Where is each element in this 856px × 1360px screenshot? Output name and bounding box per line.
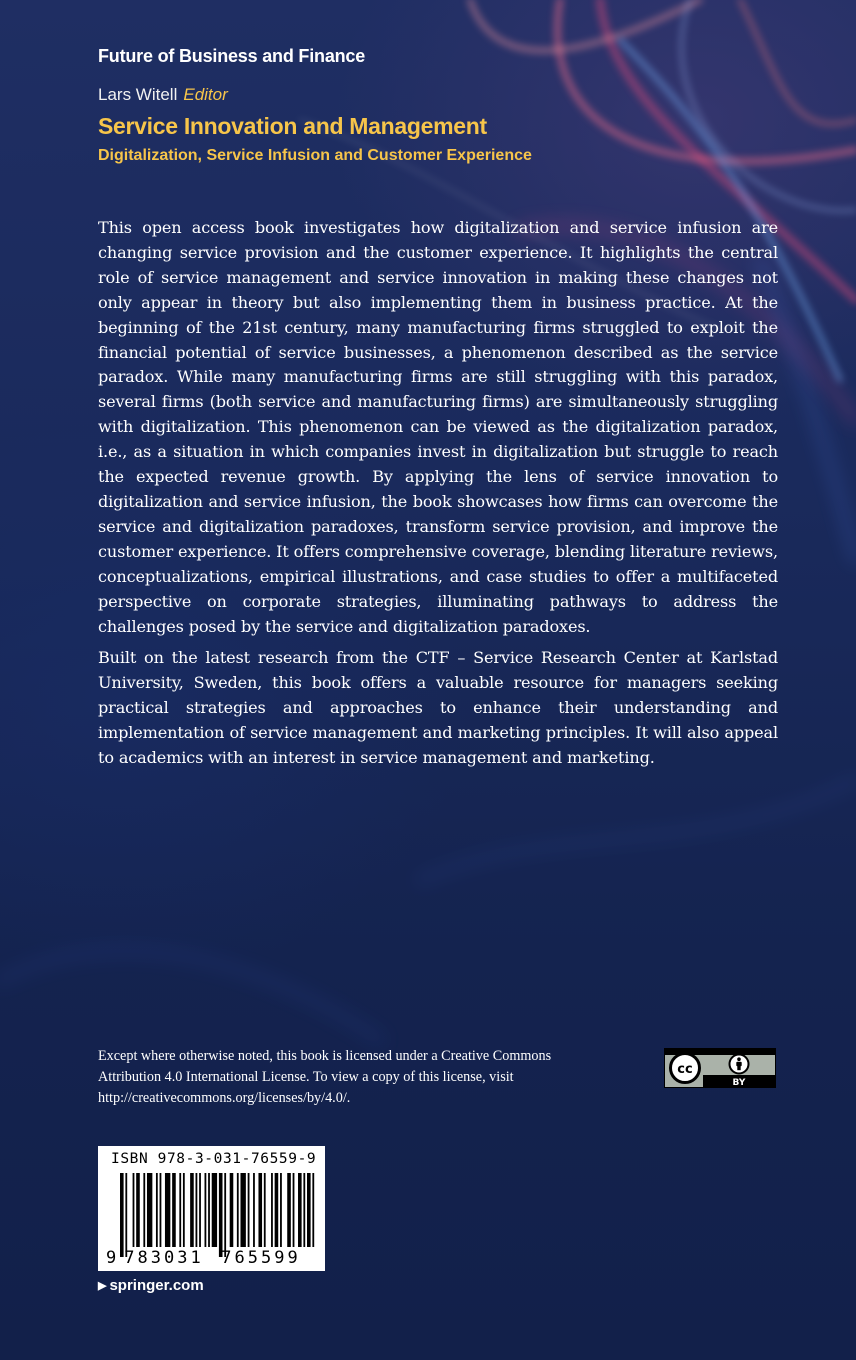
barcode-bar (160, 1173, 162, 1247)
barcode-bar (248, 1173, 250, 1247)
website-text[interactable]: springer.com (109, 1277, 204, 1294)
book-description (98, 216, 778, 778)
barcode-bar (165, 1173, 170, 1247)
barcode-bar (212, 1173, 217, 1247)
barcode-bar (183, 1173, 185, 1247)
license-notice: Except where otherwise noted, this book is licensed under a Creative Commons Attribution 4.0 International License. To view a copy of this license, visit http://creativecommons.org/licenses/by/4.0/. (98, 1048, 552, 1106)
editor-role: Editor (183, 85, 228, 104)
barcode-bar (230, 1173, 234, 1247)
barcode-bar (271, 1173, 273, 1247)
barcode-bar (179, 1173, 181, 1247)
barcode-bar (133, 1173, 135, 1247)
barcode-digits-left: 783031 (124, 1248, 204, 1268)
barcode-digit-first: 9 (106, 1248, 117, 1268)
barcode-bar (205, 1173, 207, 1247)
description-paragraph: This open access book investigates how digitalization and service infusion are changing service provision and the customer experience. It highlights the central role of service management and service innovation in making these changes not only appear in theory but also implementing them in business practice. At the beginning of the 21st century, many manufacturing firms struggled to exploit the financial potential of service businesses, a phenomenon described as the service paradox. While many manufacturing firms are still struggling with this paradox, several firms (both service and manufacturing firms) are simultaneously struggling with digitalization. This phenomenon can be viewed as the digitalization paradox, i.e., as a situation in which companies invest in digitalization but struggle to reach the expected revenue growth. By applying the lens of service innovation to digitalization and service infusion, the book showcases how firms can overcome the service and digitalization paradoxes, transform service provision, and improve the customer experience. It offers comprehensive coverage, blending literature reviews, conceptualizations, empirical illustrations, and case studies to offer a multifaceted perspective on corporate strategies, illuminating pathways to address the challenges posed by the service and digitalization paradoxes. (98, 218, 778, 636)
barcode-bar (287, 1173, 291, 1247)
barcode-bar (293, 1173, 295, 1247)
attribution-person-icon (730, 1055, 749, 1074)
barcode-bar (196, 1173, 198, 1247)
arrow-right-icon: ▶ (98, 1280, 107, 1292)
isbn-barcode (98, 1146, 325, 1271)
barcode-bar (298, 1173, 302, 1247)
barcode-bar (303, 1173, 305, 1247)
barcode-bar (156, 1173, 158, 1247)
description-paragraph: Built on the latest research from the CTF – Service Research Center at Karlstad University, Sweden, this book offers a valuable resource for managers seeking practical strategies and approaches to enhance their understanding and implementation of service management and marketing principles. It will also appeal to academics with an interest in service management and marketing. (98, 648, 778, 768)
barcode-bar (307, 1173, 311, 1247)
barcode-bar (136, 1173, 140, 1247)
cc-by-license-badge (664, 1048, 776, 1088)
creative-commons-icon (671, 1054, 700, 1083)
barcode-digits-right: 765599 (221, 1248, 301, 1268)
barcode-bar (280, 1173, 282, 1247)
barcode-bar (275, 1173, 279, 1247)
barcode-bar (312, 1173, 314, 1247)
barcode-bar (208, 1173, 210, 1247)
barcode-bar (143, 1173, 145, 1247)
publisher-website[interactable] (98, 1277, 204, 1294)
barcode-bar (258, 1173, 262, 1247)
barcode-bar (199, 1173, 201, 1247)
barcode-bar (237, 1173, 239, 1247)
editor-name: Lars Witell (98, 85, 178, 104)
barcode-bar (264, 1173, 266, 1247)
barcode-bar (240, 1173, 245, 1247)
barcode-bar (190, 1173, 194, 1247)
barcode-bar (147, 1173, 152, 1247)
book-subtitle: Digitalization, Service Infusion and Customer Experience (98, 147, 532, 164)
barcode-bar (172, 1173, 176, 1247)
editor-line (98, 85, 228, 105)
by-label: BY (732, 1078, 746, 1087)
cc-symbol: cc (677, 1062, 693, 1077)
barcode-bar (253, 1173, 255, 1247)
isbn-label: ISBN 978-3-031-76559-9 (111, 1151, 317, 1167)
barcode-digits (100, 1242, 322, 1268)
book-title: Service Innovation and Management (98, 113, 487, 139)
series-name: Future of Business and Finance (98, 46, 366, 66)
